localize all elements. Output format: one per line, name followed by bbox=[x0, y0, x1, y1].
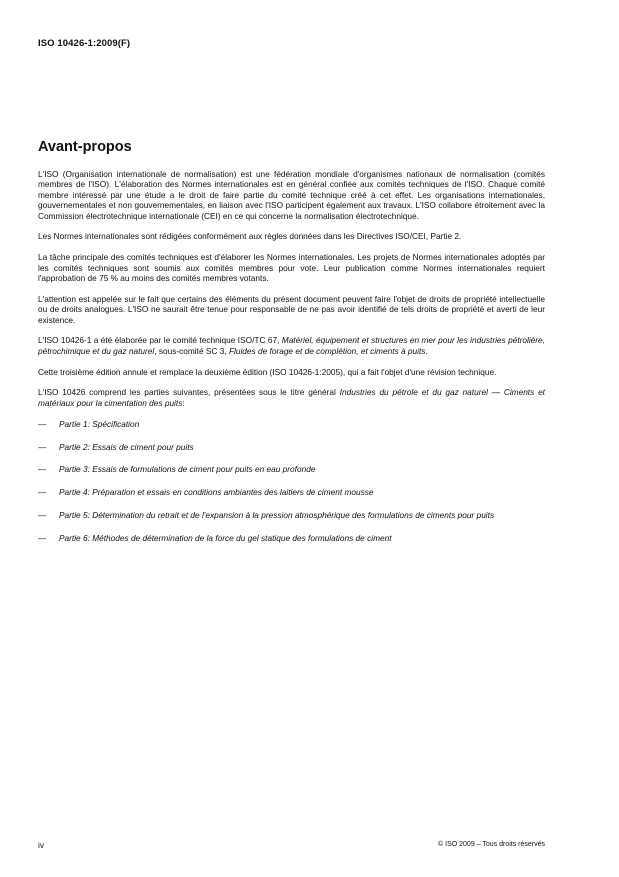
paragraph-edition: Cette troisième édition annule et remplace la deuxième édition (ISO 10426-1:2005), qui a fait l'objet d'une révision technique. bbox=[38, 366, 497, 377]
paragraph-parts-intro bbox=[38, 387, 545, 408]
part-title: Partie 2: Essais de ciment pour puits bbox=[59, 441, 194, 452]
part-title: Partie 1: Spécification bbox=[59, 418, 140, 429]
paragraph-technical-committees: La tâche principale des comités techniques est d'élaborer les Normes internationales. Les projets de Normes internationales adoptés par les comités techniques sont soumis aux comités membres pour vote. Leur publication comme Normes internationales requiert l'approbation de 75 % au moins des comités membres votants. bbox=[38, 252, 545, 284]
part-title: Partie 3: Essais de formulations de ciment pour puits en eau profonde bbox=[59, 464, 316, 475]
section-title: Avant-propos bbox=[38, 139, 132, 155]
text-run: . bbox=[425, 345, 428, 356]
paragraph-prepared-by bbox=[38, 335, 545, 356]
document-identifier: ISO 10426-1:2009(F) bbox=[38, 38, 131, 49]
part-title: Partie 4: Préparation et essais en conditions ambiantes des laitiers de ciment mousse bbox=[59, 487, 374, 498]
committee-title: Matériel, équipement et structures en mer pour les industries pétrolière, pétrochimique et du gaz naturel bbox=[38, 335, 545, 356]
list-item bbox=[38, 510, 545, 520]
text-run: : bbox=[182, 397, 185, 408]
dash-bullet: — bbox=[38, 533, 47, 544]
dash-bullet: — bbox=[38, 464, 47, 475]
paragraph-iso-organisation: L'ISO (Organisation internationale de normalisation) est une fédération mondiale d'organismes nationaux de normalisation (comités membres de l'ISO). L'élaboration des Normes internationales est en général confiée aux comités techniques de l'ISO. Chaque comité membre intéressé par une étude a le droit de faire partie du comité technique créé à cet effet. Les organisations internationales, gouvernementales et non gouvernementales, en liaison avec l'ISO participent également aux travaux. L'ISO collabore étroitement avec la Commission électrotechnique internationale (CEI) en ce qui concerne la normalisation électrotechnique. bbox=[38, 169, 545, 221]
paragraph-patent-rights: L'attention est appelée sur le fait que certains des éléments du présent document peuvent faire l'objet de droits de propriété intellectuelle ou de droits analogues. L'ISO ne saurait être tenue pour responsable de ne pas avoir identifié de tels droits de propriété et averti de leur existence. bbox=[38, 293, 545, 325]
list-item bbox=[38, 442, 545, 452]
dash-bullet: — bbox=[38, 510, 47, 521]
list-item bbox=[38, 419, 545, 429]
list-item bbox=[38, 533, 545, 543]
part-title: Partie 5: Détermination du retrait et de l'expansion à la pression atmosphérique des formulations de ciments pour puits bbox=[59, 510, 495, 521]
list-item bbox=[38, 487, 545, 497]
dash-bullet: — bbox=[38, 487, 47, 498]
general-title: Industries du pétrole et du gaz naturel — Ciments et matériaux pour la cimentation des puits bbox=[38, 387, 545, 408]
dash-bullet: — bbox=[38, 418, 47, 429]
list-item bbox=[38, 464, 545, 474]
text-run: L'ISO 10426 comprend les parties suivantes, présentées sous le titre général bbox=[38, 387, 340, 398]
text-run: , sous-comité SC 3, bbox=[154, 345, 229, 356]
paragraph-directives: Les Normes internationales sont rédigées conformément aux règles données dans les Directives ISO/CEI, Partie 2. bbox=[38, 231, 462, 242]
foreword-section bbox=[38, 139, 545, 556]
parts-list bbox=[38, 419, 545, 544]
page-number: iv bbox=[38, 840, 45, 850]
text-run: L'ISO 10426-1 a été élaborée par le comité technique ISO/TC 67, bbox=[38, 335, 282, 346]
copyright-notice: © ISO 2009 – Tous droits réservés bbox=[438, 841, 545, 848]
dash-bullet: — bbox=[38, 441, 47, 452]
part-title: Partie 6: Méthodes de détermination de la force du gel statique des formulations de ciment bbox=[59, 533, 392, 544]
subcommittee-title: Fluides de forage et de complétion, et ciments à puits bbox=[228, 345, 426, 356]
